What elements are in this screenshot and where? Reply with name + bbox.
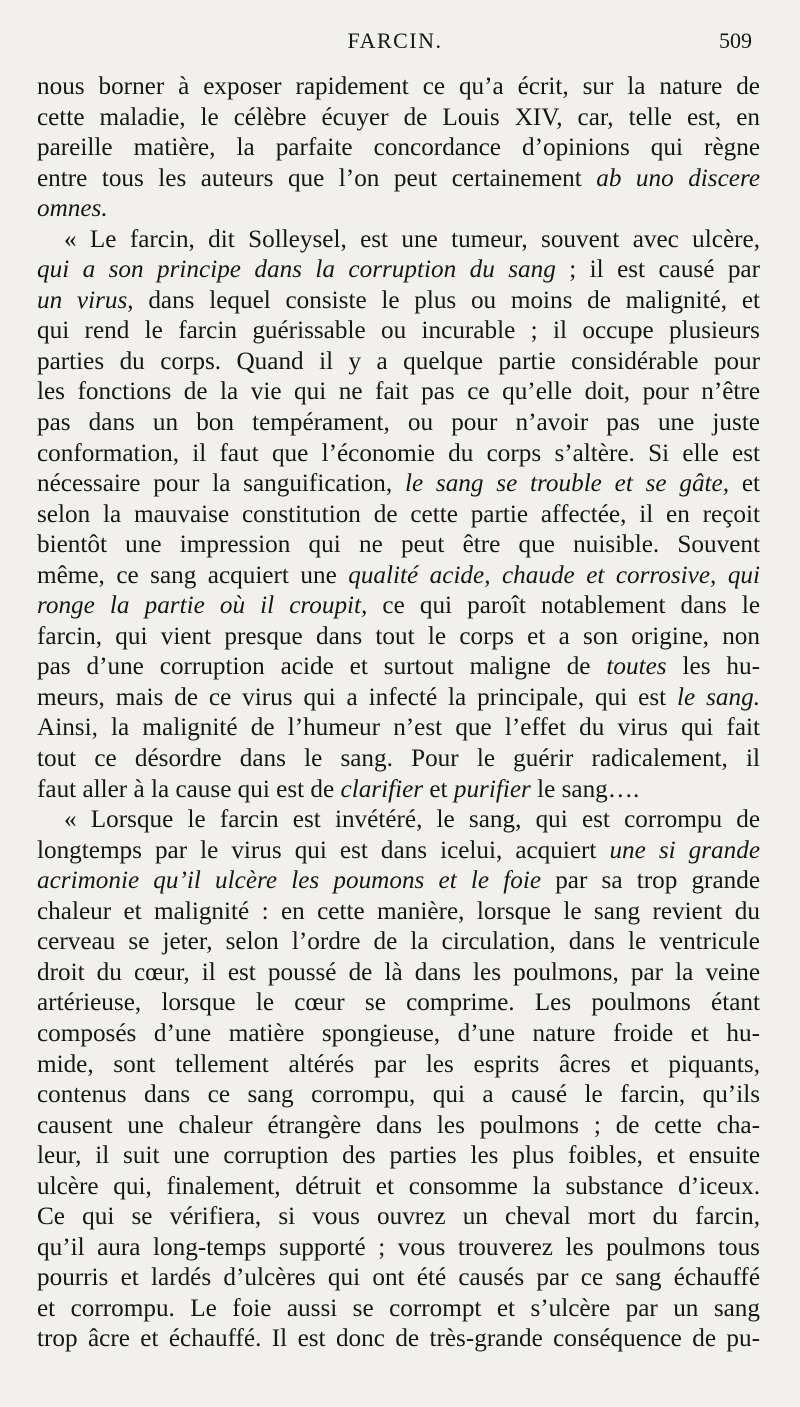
body-text [37, 72, 760, 1355]
italic-segment: qualité acide, chaude et corrosive, qui [348, 561, 761, 589]
text-segment: Ainsi, la malignité de l’humeur n’est que l’effet du virus qui fait [37, 714, 760, 742]
page-header [38, 28, 752, 64]
text-segment: les fonctions de la vie qui ne fait pas ce qu’elle doit, pour n’être [37, 378, 760, 406]
text-segment: parties du corps. Quand il y a quelque partie considérable pour [37, 347, 760, 375]
text-line [37, 652, 760, 683]
text-line [37, 836, 760, 867]
text-segment: cerveau se jeter, selon l’ordre de la circulation, dans le ventricule [37, 928, 760, 956]
text-line [37, 775, 760, 806]
text-line [37, 1172, 760, 1203]
italic-segment: qui a son principe dans la corruption du sang [37, 256, 556, 284]
text-segment: et corrompu. Le foie aussi se corrompt et s’ulcère par un sang [37, 1294, 760, 1322]
text-segment: par sa trop grande [541, 867, 760, 895]
text-line [37, 1111, 760, 1142]
text-segment: pareille matière, la parfaite concordance d’opinions qui règne [37, 134, 760, 162]
text-segment: farcin, qui vient presque dans tout le corps et a son origine, non [37, 622, 760, 650]
paragraph [37, 805, 760, 1355]
text-line [37, 561, 760, 592]
text-segment: bientôt une impression qui ne peut être que nuisible. Souvent [37, 531, 760, 559]
italic-segment: purifier [453, 775, 531, 803]
text-segment: faut aller à la cause qui est de [37, 775, 341, 803]
text-segment: chaleur et malignité : en cette manière, lorsque le sang revient du [37, 897, 760, 925]
italic-segment: ronge la partie où il croupit, [37, 592, 368, 620]
text-line [37, 988, 760, 1019]
text-segment: qu’il aura long-temps supporté ; vous trouverez les poulmons tous [37, 1233, 760, 1261]
text-line [37, 72, 760, 103]
text-segment: , dans lequel consiste le plus ou moins de malignité, et [127, 286, 761, 314]
text-line [37, 1050, 760, 1081]
text-line [37, 958, 760, 989]
italic-segment: ab uno discere [596, 164, 760, 192]
italic-segment: toutes [606, 653, 667, 681]
text-line [37, 866, 760, 897]
text-line [37, 897, 760, 928]
text-segment: et [423, 775, 454, 803]
text-line [37, 133, 760, 164]
text-line [37, 927, 760, 958]
paragraph [37, 225, 760, 805]
text-segment: cette maladie, le célèbre écuyer de Louis XIV, car, telle est, en [37, 103, 760, 131]
italic-segment: le sang se trouble et se gâte, [404, 470, 730, 498]
text-segment: qui rend le farcin guérissable ou incurable ; il occupe plusieurs [37, 317, 760, 345]
text-segment: ; il est causé par [555, 256, 760, 284]
text-segment: selon la mauvaise constitution de cette partie affectée, il en reçoit [37, 500, 760, 528]
italic-segment: clarifier [340, 775, 424, 803]
text-line [37, 1263, 760, 1294]
text-segment: longtemps par le virus qui est dans icelui, acquiert [37, 836, 610, 864]
italic-segment: une si grande [609, 836, 760, 864]
text-segment: et [729, 470, 761, 498]
text-segment: leur, il suit une corruption des parties les plus foibles, et ensuite [37, 1142, 760, 1170]
text-segment: nécessaire pour la sanguification, [37, 470, 405, 498]
text-line [37, 255, 760, 286]
text-line [37, 316, 760, 347]
text-segment: les hu- [666, 653, 760, 681]
text-line [37, 744, 760, 775]
italic-segment: omnes. [37, 195, 108, 223]
text-segment: trop âcre et échauffé. Il est donc de très-grande conséquence de pu- [37, 1325, 760, 1353]
text-line [37, 1233, 760, 1264]
text-line [37, 347, 760, 378]
text-segment: « Lorsque le farcin est invétéré, le sang, qui est corrompu de [64, 806, 760, 834]
text-segment: pas d’une corruption acide et surtout maligne de [37, 653, 607, 681]
text-line [37, 225, 760, 256]
text-segment: même, ce sang acquiert une [37, 561, 349, 589]
text-segment: contenus dans ce sang corrompu, qui a causé le farcin, qu’ils [37, 1081, 760, 1109]
text-line [37, 683, 760, 714]
text-line [37, 530, 760, 561]
text-line [37, 377, 760, 408]
text-segment: le sang…. [530, 775, 640, 803]
text-segment: pourris et lardés d’ulcères qui ont été causés par ce sang échauffé [37, 1264, 760, 1292]
text-line [37, 408, 760, 439]
text-segment: droit du cœur, il est poussé de là dans les poulmons, par la veine [37, 958, 760, 986]
page-number: 509 [719, 28, 752, 53]
paragraph [37, 72, 760, 225]
text-line [37, 194, 760, 225]
text-line [37, 805, 760, 836]
italic-segment: un virus [37, 286, 128, 314]
text-line [37, 164, 760, 195]
text-segment: meurs, mais de ce virus qui a infecté la principale, qui est [37, 683, 678, 711]
text-segment: artérieuse, lorsque le cœur se comprime. Les poulmons étant [37, 989, 760, 1017]
text-segment: Ce qui se vérifiera, si vous ouvrez un cheval mort du farcin, [37, 1203, 760, 1231]
text-line [37, 1324, 760, 1355]
text-segment: ce qui paroît notablement dans le [367, 592, 760, 620]
text-segment: entre tous les auteurs que l’on peut certainement [37, 164, 597, 192]
text-line [37, 591, 760, 622]
text-line [37, 500, 760, 531]
text-segment: tout ce désordre dans le sang. Pour le guérir radicalement, il [37, 745, 760, 773]
text-segment: conformation, il faut que l’économie du corps s’altère. Si elle est [37, 439, 760, 467]
text-line [37, 1080, 760, 1111]
text-segment: ulcère qui, finalement, détruit et consomme la substance d’iceux. [37, 1172, 760, 1200]
text-line [37, 713, 760, 744]
text-line [37, 1141, 760, 1172]
text-segment: pas dans un bon tempérament, ou pour n’avoir pas une juste [37, 409, 760, 437]
text-segment: nous borner à exposer rapidement ce qu’a écrit, sur la nature de [37, 73, 760, 100]
text-line [37, 286, 760, 317]
text-segment: causent une chaleur étrangère dans les poulmons ; de cette cha- [37, 1111, 760, 1139]
text-line [37, 103, 760, 134]
running-title: FARCIN. [347, 28, 443, 53]
text-line [37, 622, 760, 653]
text-line [37, 1019, 760, 1050]
text-segment: composés d’une matière spongieuse, d’une nature froide et hu- [37, 1019, 760, 1047]
text-segment: mide, sont tellement altérés par les esprits âcres et piquants, [37, 1050, 760, 1078]
text-line [37, 469, 760, 500]
text-segment: « Le farcin, dit Solleysel, est une tumeur, souvent avec ulcère, [64, 225, 760, 253]
text-line [37, 1202, 760, 1233]
italic-segment: acrimonie qu’il ulcère les poumons et le foie [37, 867, 542, 895]
italic-segment: le sang. [677, 683, 760, 711]
text-line [37, 439, 760, 470]
text-line [37, 1294, 760, 1325]
